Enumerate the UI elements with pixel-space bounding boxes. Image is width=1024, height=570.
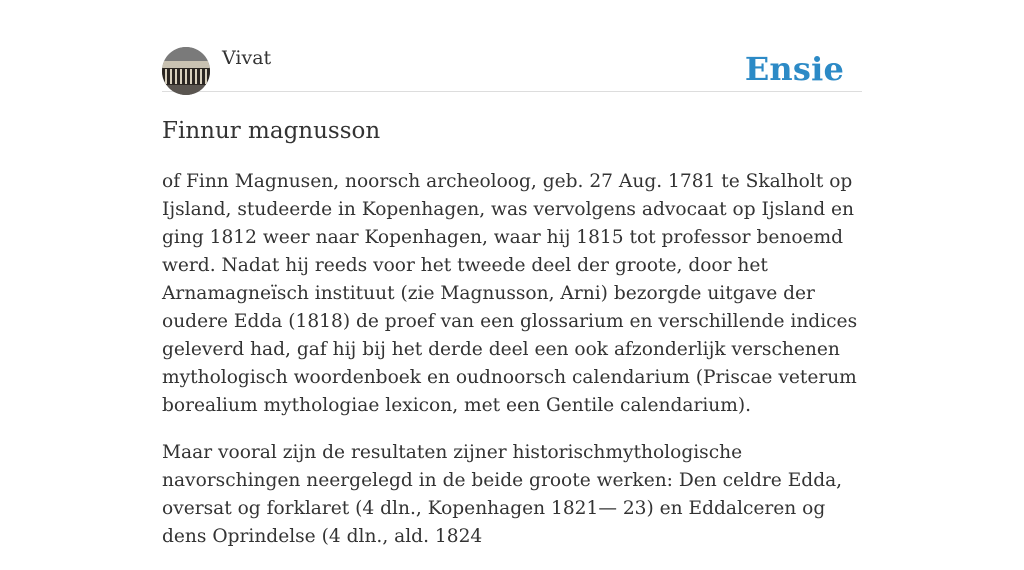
article-body xyxy=(162,168,862,570)
author-link[interactable]: Vivat xyxy=(222,47,272,69)
article-paragraph: Maar vooral zijn de resultaten zijner historischmythologische navorschingen neergelegd in de beide groote werken: Den celdre Edda, oversat og forklaret (4 dln., Kopenhagen 1821— 23) en Eddalceren og dens Oprindelse (4 dln., ald. 1824 xyxy=(162,442,843,547)
article-header xyxy=(162,0,862,92)
ensie-logo-link[interactable]: Ensie xyxy=(744,50,844,88)
article-paragraph: of Finn Magnusen, noorsch archeoloog, geb. 27 Aug. 1781 te Skalholt op Ijsland, studeerde in Kopenhagen, was vervolgens advocaat op Ijsland en ging 1812 weer naar Kopenhagen, waar hij 1815 tot professor benoemd werd. Nadat hij reeds voor het tweede deel der groote, door het Arnamagneïsch instituut (zie Magnusson, Arni) bezorgde uitgave der oudere Edda (1818) de proef van een glossarium en verschillende indices geleverd had, gaf hij bij het derde deel een ook afzonderlijk verschenen mythologisch woordenboek en oudnoorsch calendarium (Priscae veterum borealium mythologiae lexicon, met een Gentile calendarium). xyxy=(162,171,858,416)
bookshelf-avatar-icon[interactable] xyxy=(162,47,210,95)
page-title: Finnur magnusson xyxy=(162,118,381,144)
page-container xyxy=(162,0,862,547)
